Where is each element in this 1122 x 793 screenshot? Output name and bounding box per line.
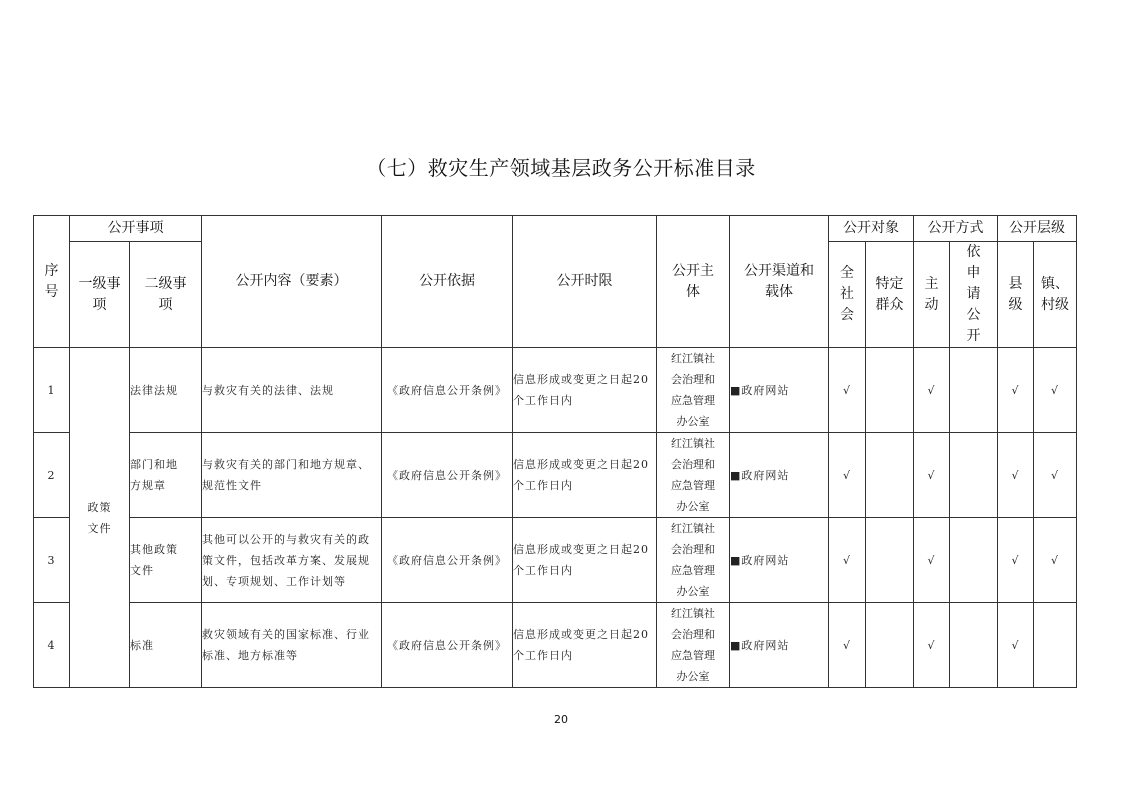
row-basis: 《政府信息公开条例》 [382, 603, 513, 688]
row-target-specific [866, 348, 914, 433]
header-method-active: 主动 [914, 242, 950, 348]
row-content: 救灾领域有关的国家标准、行业标准、地方标准等 [202, 603, 382, 688]
row-time-limit: 信息形成或变更之日起20个工作日内 [513, 518, 657, 603]
page-number: 20 [554, 713, 568, 726]
row-target-specific [866, 603, 914, 688]
row-method-active: √ [914, 518, 950, 603]
row-channel: ■政府网站 [730, 518, 829, 603]
row-channel: ■政府网站 [730, 348, 829, 433]
header-target: 公开对象 [829, 216, 914, 242]
row-target-all: √ [829, 433, 866, 518]
row-level-town: √ [1034, 518, 1077, 603]
row-subject: 红江镇社会治理和应急管理办公室 [657, 603, 730, 688]
table-row [34, 348, 1077, 433]
row-subject: 红江镇社会治理和应急管理办公室 [657, 433, 730, 518]
header-row-1 [34, 216, 1077, 242]
header-target-all: 全社会 [829, 242, 866, 348]
row-level2: 法律法规 [130, 348, 202, 433]
row-content: 其他可以公开的与救灾有关的政策文件，包括改革方案、发展规划、专项规划、工作计划等 [202, 518, 382, 603]
row-level-county: √ [998, 518, 1034, 603]
row-channel: ■政府网站 [730, 603, 829, 688]
row-level-town [1034, 603, 1077, 688]
row-method-request [950, 603, 998, 688]
header-basis: 公开依据 [382, 216, 513, 348]
row-level2: 标准 [130, 603, 202, 688]
header-items: 公开事项 [70, 216, 202, 242]
row-level-town: √ [1034, 433, 1077, 518]
table-row [34, 518, 1077, 603]
row-channel: ■政府网站 [730, 433, 829, 518]
row-method-request [950, 348, 998, 433]
table-row [34, 433, 1077, 518]
page-title: （七）救灾生产领域基层政务公开标准目录 [366, 156, 756, 180]
header-level1: 一级事项 [70, 242, 130, 348]
row-target-specific [866, 433, 914, 518]
row-target-specific [866, 518, 914, 603]
category-cell: 政策文件 [70, 348, 130, 688]
header-level: 公开层级 [998, 216, 1077, 242]
row-basis: 《政府信息公开条例》 [382, 348, 513, 433]
row-method-active: √ [914, 348, 950, 433]
row-seq: 2 [34, 433, 70, 518]
row-time-limit: 信息形成或变更之日起20个工作日内 [513, 603, 657, 688]
row-target-all: √ [829, 518, 866, 603]
header-target-specific: 特定群众 [866, 242, 914, 348]
header-seq: 序号 [34, 216, 70, 348]
row-level-county: √ [998, 348, 1034, 433]
row-basis: 《政府信息公开条例》 [382, 433, 513, 518]
row-level2: 其他政策文件 [130, 518, 202, 603]
header-method: 公开方式 [914, 216, 998, 242]
header-content: 公开内容（要素） [202, 216, 382, 348]
row-level-county: √ [998, 603, 1034, 688]
header-channel: 公开渠道和载体 [730, 216, 829, 348]
row-method-active: √ [914, 603, 950, 688]
row-subject: 红江镇社会治理和应急管理办公室 [657, 348, 730, 433]
row-content: 与救灾有关的法律、法规 [202, 348, 382, 433]
row-level-county: √ [998, 433, 1034, 518]
row-level2: 部门和地方规章 [130, 433, 202, 518]
row-method-active: √ [914, 433, 950, 518]
row-time-limit: 信息形成或变更之日起20个工作日内 [513, 433, 657, 518]
row-method-request [950, 518, 998, 603]
row-seq: 1 [34, 348, 70, 433]
header-level-town: 镇、村级 [1034, 242, 1077, 348]
row-time-limit: 信息形成或变更之日起20个工作日内 [513, 348, 657, 433]
row-target-all: √ [829, 348, 866, 433]
row-basis: 《政府信息公开条例》 [382, 518, 513, 603]
header-level2: 二级事项 [130, 242, 202, 348]
row-level-town: √ [1034, 348, 1077, 433]
row-seq: 3 [34, 518, 70, 603]
header-time-limit: 公开时限 [513, 216, 657, 348]
catalog-table [33, 215, 1077, 688]
header-subject: 公开主体 [657, 216, 730, 348]
row-method-request [950, 433, 998, 518]
header-method-request: 依申请公开 [950, 242, 998, 348]
row-content: 与救灾有关的部门和地方规章、规范性文件 [202, 433, 382, 518]
header-level-county: 县级 [998, 242, 1034, 348]
row-target-all: √ [829, 603, 866, 688]
row-subject: 红江镇社会治理和应急管理办公室 [657, 518, 730, 603]
table-row [34, 603, 1077, 688]
row-seq: 4 [34, 603, 70, 688]
